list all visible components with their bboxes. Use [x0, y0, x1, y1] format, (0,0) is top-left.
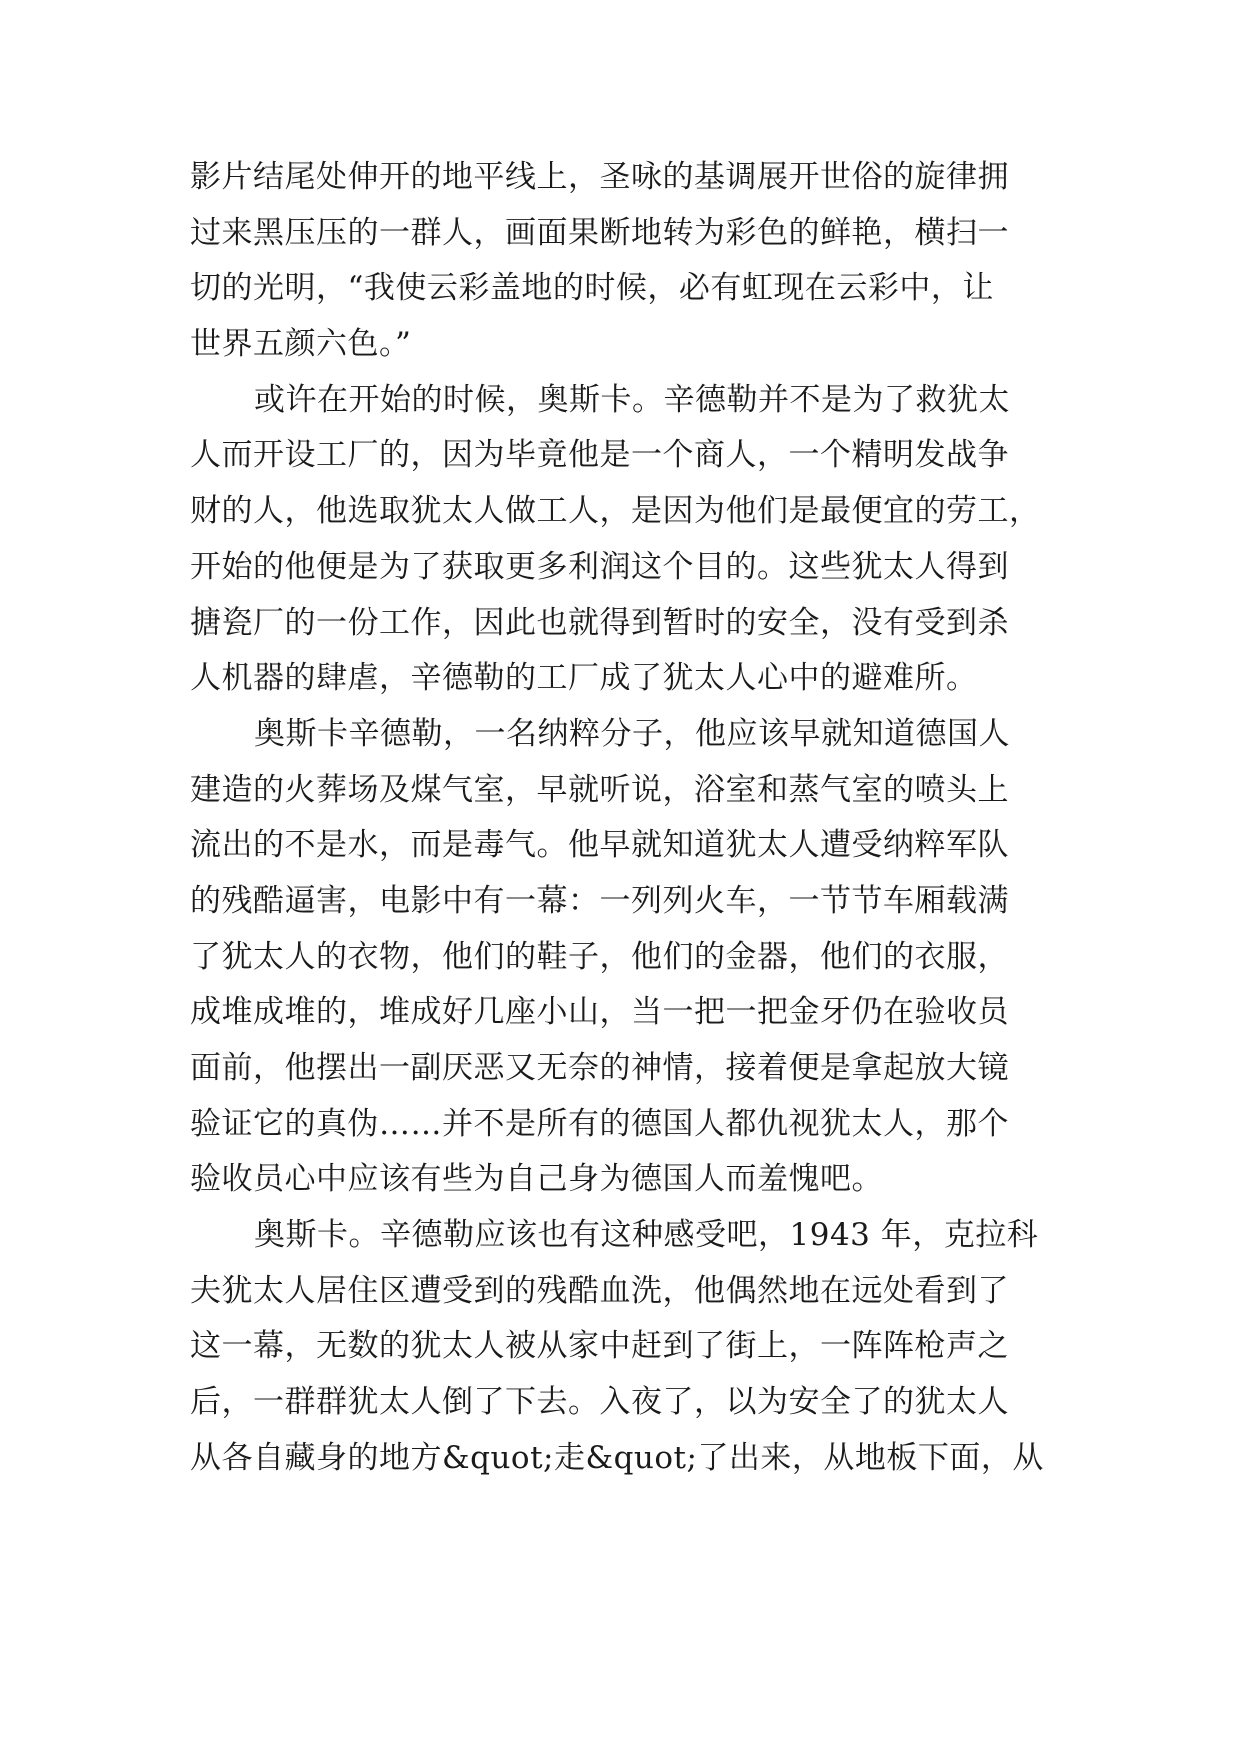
text-line: 的残酷逼害，电影中有一幕：一列列火车，一节节车厢载满 [190, 882, 1009, 919]
text-line: 从各自藏身的地方&quot;走&quot;了出来，从地板下面，从 [190, 1439, 1044, 1476]
text-line: 过来黑压压的一群人，画面果断地转为彩色的鲜艳，横扫一 [190, 214, 1009, 251]
text-line: 人而开设工厂的，因为毕竟他是一个商人，一个精明发战争 [190, 437, 1009, 474]
text-line: 面前，他摆出一副厌恶又无奈的神情，接着便是拿起放大镜 [190, 1050, 1009, 1086]
paragraph-2 [190, 373, 1070, 707]
text-line: 验收员心中应该有些为自己身为德国人而羞愧吧。 [190, 1161, 883, 1198]
text-line: 切的光明，“我使云彩盖地的时候，必有虹现在云彩中，让 [190, 270, 994, 307]
text-line: 了犹太人的衣物，他们的鞋子，他们的金器，他们的衣服， [190, 938, 1009, 975]
text-line: 奥斯卡辛德勒，一名纳粹分子，他应该早就知道德国人 [254, 715, 1010, 752]
text-line: 建造的火葬场及煤气室，早就听说，浴室和蒸气室的喷头上 [190, 771, 1009, 808]
text-line: 这一幕，无数的犹太人被从家中赶到了街上，一阵阵枪声之 [190, 1328, 1009, 1365]
paragraph-1 [190, 150, 1070, 373]
text-line: 影片结尾处伸开的地平线上，圣咏的基调展开世俗的旋律拥 [190, 159, 1009, 195]
text-line: 世界五颜六色。” [190, 326, 412, 363]
text-line: 或许在开始的时候，奥斯卡。辛德勒并不是为了救犹太 [254, 381, 1010, 418]
text-line: 验证它的真伪……并不是所有的德国人都仇视犹太人，那个 [190, 1105, 1009, 1142]
text-line: 夫犹太人居住区遭受到的残酷血洗，他偶然地在远处看到了 [190, 1272, 1009, 1309]
text-line: 财的人，他选取犹太人做工人，是因为他们是最便宜的劳工， [190, 493, 1041, 530]
paragraph-4 [190, 1208, 1070, 1486]
text-line: 成堆成堆的，堆成好几座小山，当一把一把金牙仍在验收员 [190, 994, 1009, 1031]
text-line: 搪瓷厂的一份工作，因此也就得到暂时的安全，没有受到杀 [190, 604, 1009, 641]
text-line: 流出的不是水，而是毒气。他早就知道犹太人遭受纳粹军队 [190, 827, 1009, 864]
text-line: 人机器的肆虐，辛德勒的工厂成了犹太人心中的避难所。 [190, 660, 978, 697]
paragraph-3 [190, 707, 1070, 1208]
text-line: 开始的他便是为了获取更多利润这个目的。这些犹太人得到 [190, 548, 1009, 585]
text-line: 奥斯卡。辛德勒应该也有这种感受吧，1943 年，克拉科 [254, 1217, 1039, 1254]
text-line: 后，一群群犹太人倒了下去。入夜了，以为安全了的犹太人 [190, 1384, 1009, 1421]
document-body [190, 150, 1070, 1487]
